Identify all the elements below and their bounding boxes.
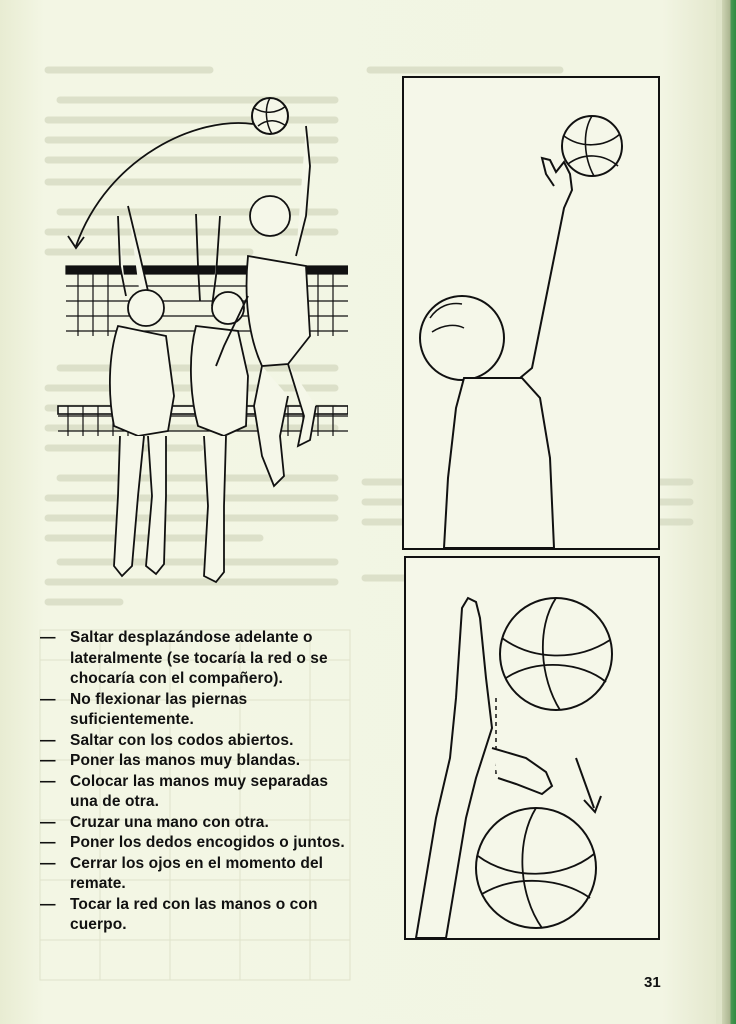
list-dash: — (40, 895, 56, 913)
list-dash: — (40, 813, 56, 831)
list-dash: — (40, 772, 56, 790)
volleyball-icon (252, 98, 288, 134)
list-item-text: No flexionar las piernas suficientemente. (70, 690, 248, 728)
ball-trajectory-arrow (76, 123, 253, 246)
list-item (40, 833, 350, 854)
list-item-text: Saltar con los codos abiertos. (70, 731, 294, 749)
list-item-text: Cerrar los ojos en el momento del remate. (70, 854, 324, 892)
list-item (40, 731, 350, 752)
volleyball-icon (476, 808, 596, 928)
list-item-text: Poner los dedos encogidos o juntos. (70, 834, 345, 851)
list-dash: — (40, 731, 56, 749)
list-item (40, 628, 350, 690)
hand-position-illustration (406, 558, 658, 938)
list-item-text: Colocar las manos muy separadas una de otra. (70, 772, 329, 810)
page-number: 31 (644, 974, 661, 991)
player-reaching (420, 158, 572, 548)
list-item (40, 895, 350, 936)
list-dash: — (40, 690, 56, 708)
list-item-text: Tocar la red con las manos o con cuerpo. (70, 895, 318, 933)
overhead-reach-illustration (404, 78, 658, 548)
list-item (40, 751, 350, 772)
list-item (40, 813, 350, 834)
list-item (40, 854, 350, 895)
list-dash: — (40, 629, 56, 646)
list-dash: — (40, 854, 56, 872)
blocker-player-left (110, 206, 174, 576)
list-item-text: Poner las manos muy blandas. (70, 752, 301, 769)
volleyball-icon (500, 598, 612, 710)
list-item (40, 772, 350, 813)
list-item (40, 690, 350, 731)
list-dash: — (40, 752, 56, 769)
common-mistakes-list (40, 628, 350, 936)
block-at-net-illustration (48, 96, 348, 596)
volleyball-icon (562, 116, 622, 176)
list-dash: — (40, 834, 56, 851)
hand-position-illustration-frame (404, 556, 660, 940)
overhead-reach-illustration-frame (402, 76, 660, 550)
list-item-text: Cruzar una mano con otra. (70, 813, 269, 831)
list-item-text: Saltar desplazándose adelante o lateralmente (se tocaría la red o se chocaría con el compañero). (70, 629, 328, 687)
